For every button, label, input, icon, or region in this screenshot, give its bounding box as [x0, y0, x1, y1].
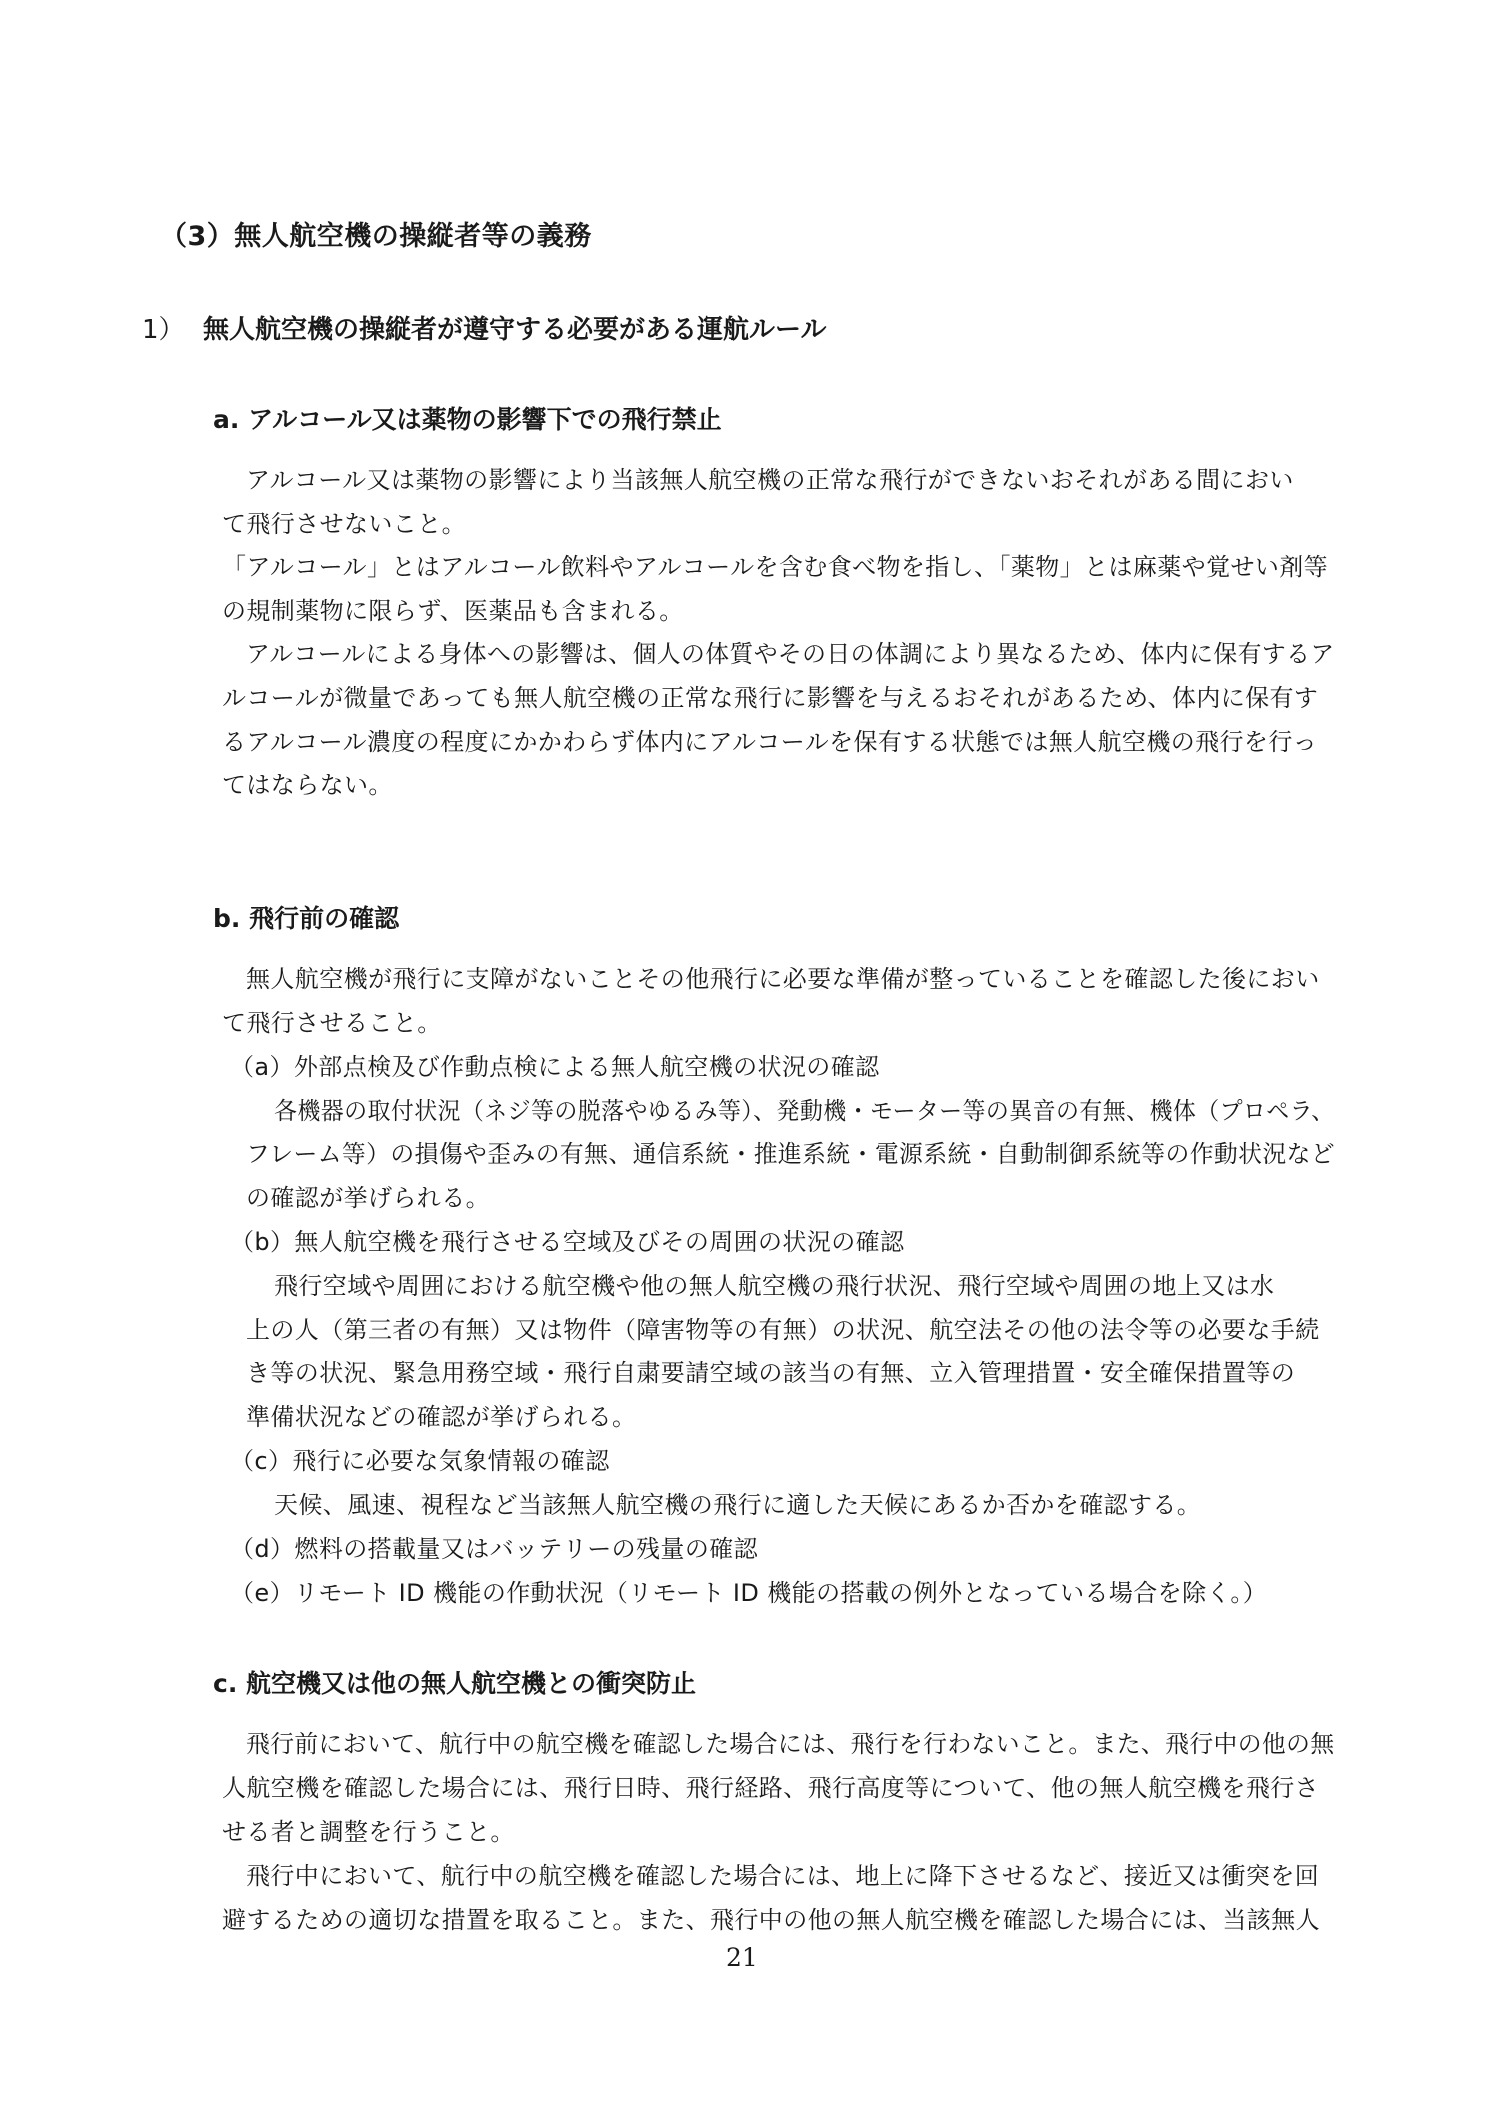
- section-a-title: a. アルコール又は薬物の影響下での飛行禁止: [213, 405, 722, 434]
- section-c-line: せる者と調整を行うこと。: [222, 1818, 515, 1846]
- section-b-item-d: （d）燃料の搭載量又はバッテリーの残量の確認: [230, 1535, 759, 1563]
- section-c-title: c. 航空機又は他の無人航空機との衝突防止: [213, 1669, 697, 1698]
- subheading-title: 無人航空機の操縦者が遵守する必要がある運航ルール: [203, 315, 827, 345]
- section-b-line: 飛行空域や周囲における航空機や他の無人航空機の飛行状況、飛行空域や周囲の地上又は水: [274, 1272, 1275, 1300]
- section-c-line: 避するための適切な措置を取ること。また、飛行中の他の無人航空機を確認した場合には、当該無人: [222, 1906, 1320, 1934]
- page-number: 21: [726, 1943, 758, 1972]
- section-b-line: 各機器の取付状況（ネジ等の脱落やゆるみ等）、発動機・モーター等の異音の有無、機体（プロペラ、: [274, 1097, 1335, 1125]
- section-b-item-a: （a）外部点検及び作動点検による無人航空機の状況の確認: [230, 1053, 880, 1081]
- section-a-line: るアルコール濃度の程度にかかわらず体内にアルコールを保有する状態では無人航空機の飛行を行っ: [222, 728, 1318, 756]
- section-heading: （3）無人航空機の操縦者等の義務: [160, 221, 592, 252]
- section-b-line: フレーム等）の損傷や歪みの有無、通信系統・推進系統・電源系統・自動制御系統等の作動状況など: [246, 1140, 1336, 1168]
- section-b-line: 準備状況などの確認が挙げられる。: [246, 1403, 637, 1431]
- section-b-item-e: （e）リモート ID 機能の作動状況（リモート ID 機能の搭載の例外となっている場合を除く。）: [230, 1579, 1268, 1607]
- section-b-item-b: （b）無人航空機を飛行させる空域及びその周囲の状況の確認: [230, 1228, 905, 1256]
- section-b-line: 無人航空機が飛行に支障がないことその他飛行に必要な準備が整っていることを確認した後におい: [246, 965, 1320, 993]
- section-b-line: 天候、風速、視程など当該無人航空機の飛行に適した天候にあるか否かを確認する。: [274, 1491, 1202, 1519]
- section-c-line: 人航空機を確認した場合には、飛行日時、飛行経路、飛行高度等について、他の無人航空機を飛行さ: [222, 1774, 1320, 1802]
- section-a-line: の規制薬物に限らず、医薬品も含まれる。: [222, 597, 684, 625]
- section-a-line: 「アルコール」とはアルコール飲料やアルコールを含む食べ物を指し、「薬物」とは麻薬や覚せい剤等: [222, 553, 1329, 581]
- section-b-item-c: （c）飛行に必要な気象情報の確認: [230, 1447, 610, 1475]
- section-a-line: てはならない。: [222, 771, 393, 799]
- section-b-line: の確認が挙げられる。: [246, 1184, 490, 1212]
- section-a-line: て飛行させないこと。: [222, 510, 466, 538]
- section-a-line: ルコールが微量であっても無人航空機の正常な飛行に影響を与えるおそれがあるため、体内に保有す: [222, 684, 1319, 712]
- section-b-title: b. 飛行前の確認: [213, 904, 400, 933]
- subheading-number: 1）: [142, 315, 185, 345]
- section-a-line: アルコール又は薬物の影響により当該無人航空機の正常な飛行ができないおそれがある間におい: [246, 466, 1294, 494]
- section-b-line: 上の人（第三者の有無）又は物件（障害物等の有無）の状況、航空法その他の法令等の必要な手続: [246, 1316, 1320, 1344]
- section-a-line: アルコールによる身体への影響は、個人の体質やその日の体調により異なるため、体内に保有するア: [246, 640, 1335, 668]
- section-b-line: き等の状況、緊急用務空域・飛行自粛要請空域の該当の有無、立入管理措置・安全確保措置等の: [246, 1359, 1296, 1387]
- section-b-line: て飛行させること。: [222, 1009, 442, 1037]
- section-c-line: 飛行中において、航行中の航空機を確認した場合には、地上に降下させるなど、接近又は衝突を回: [246, 1862, 1320, 1890]
- section-c-line: 飛行前において、航行中の航空機を確認した場合には、飛行を行わないこと。また、飛行中の他の無: [246, 1730, 1335, 1758]
